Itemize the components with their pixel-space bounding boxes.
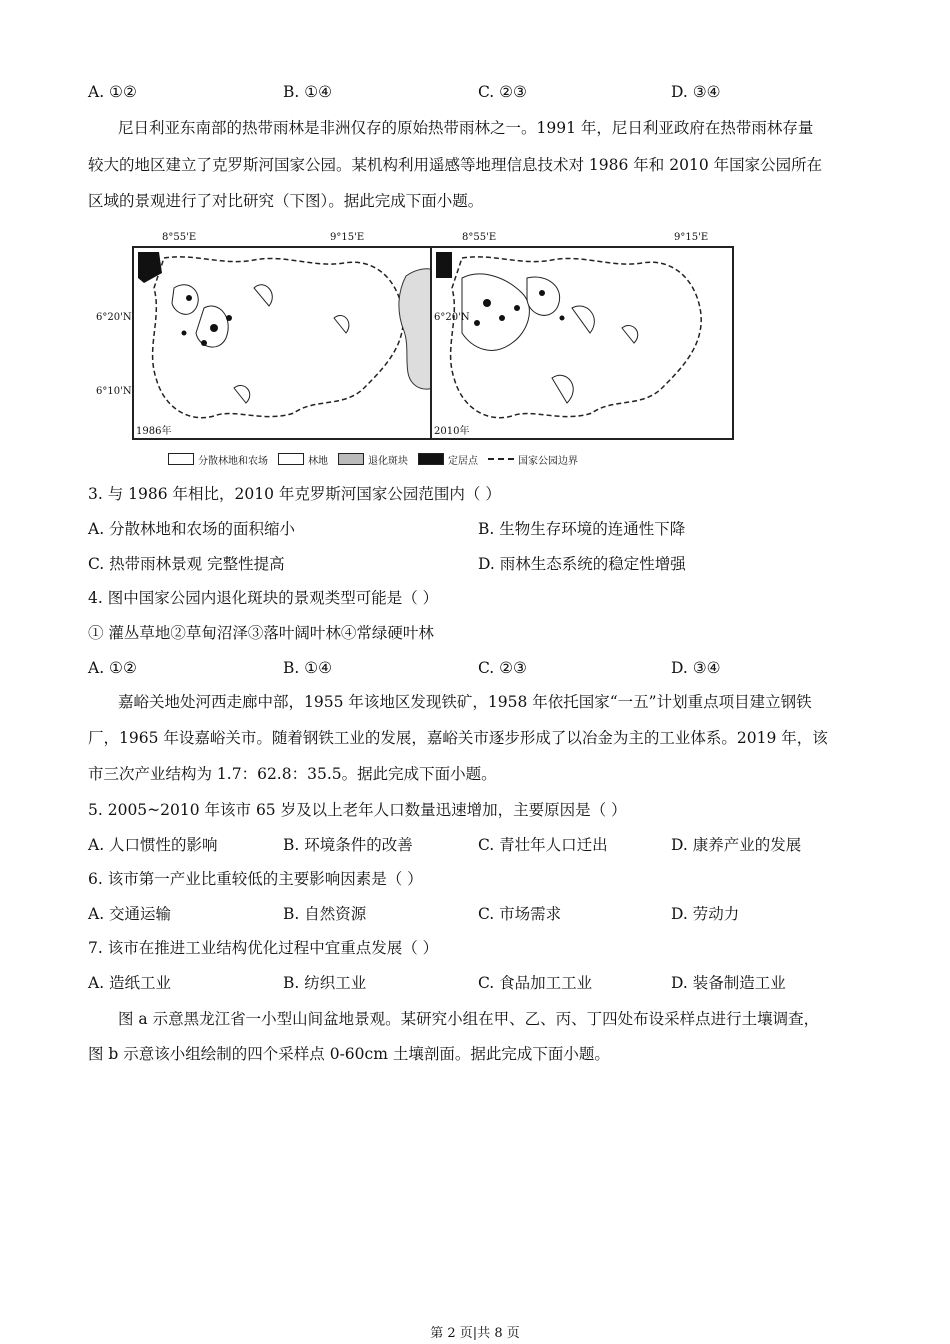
option-b: B. ①④ xyxy=(283,83,333,101)
legend-label: 退化斑块 xyxy=(368,455,408,467)
q4-stem: 4. 图中国家公园内退化斑块的景观类型可能是（ ） xyxy=(88,589,439,607)
q7-option-a: A. 造纸工业 xyxy=(88,974,172,992)
q7-option-c: C. 食品加工工业 xyxy=(478,974,593,992)
passage1-line1: 尼日利亚东南部的热带雨林是非洲仅存的原始热带雨林之一。1991 年，尼日利亚政府在热带雨林存量 xyxy=(118,119,814,137)
passage3-line2: 图 b 示意该小组绘制的四个采样点 0-60cm 土壤剖面。据此完成下面小题。 xyxy=(88,1045,610,1063)
option-d: D. ③④ xyxy=(671,83,721,101)
legend-item xyxy=(488,452,578,467)
legend-item xyxy=(338,452,408,467)
q6-stem: 6. 该市第一产业比重较低的主要影响因素是（ ） xyxy=(88,870,423,888)
q4-option-c: C. ②③ xyxy=(478,659,527,677)
q3-option-a: A. 分散林地和农场的面积缩小 xyxy=(88,520,296,538)
q3-option-c: C. 热带雨林景观 完整性提高 xyxy=(88,555,285,573)
legend-item xyxy=(278,452,328,467)
q5-option-b: B. 环境条件的改善 xyxy=(283,836,413,854)
passage3-line1: 图 a 示意黑龙江省一小型山间盆地景观。某研究小组在甲、乙、丙、丁四处布设采样点进行土壤调查， xyxy=(118,1010,820,1028)
legend-item xyxy=(418,452,478,467)
passage1-line2: 较大的地区建立了克罗斯河国家公园。某机构利用遥感等地理信息技术对 1986 年和 2010 年国家公园所在 xyxy=(88,156,823,174)
q7-option-b: B. 纺织工业 xyxy=(283,974,367,992)
q6-option-a: A. 交通运输 xyxy=(88,905,172,923)
map2-year: 2010年 xyxy=(434,426,470,437)
legend-label: 林地 xyxy=(308,455,328,467)
passage2-line2: 厂，1965 年设嘉峪关市。随着钢铁工业的发展，嘉峪关市逐步形成了以冶金为主的工业体系。2019 年，该 xyxy=(88,729,828,747)
q5-option-a: A. 人口惯性的影响 xyxy=(88,836,218,854)
q4-items: ① 灌丛草地②草甸沼泽③落叶阔叶林④常绿硬叶林 xyxy=(88,624,434,642)
q4-option-a: A. ①② xyxy=(88,659,137,677)
map-2010-drawing xyxy=(432,248,732,438)
map1-lat2: 6°10'N xyxy=(96,386,132,397)
map-legend xyxy=(168,448,578,470)
map-1986-drawing xyxy=(134,248,434,438)
q6-option-c: C. 市场需求 xyxy=(478,905,562,923)
degraded-swatch xyxy=(338,453,364,465)
option-c: C. ②③ xyxy=(478,83,527,101)
q7-option-d: D. 装备制造工业 xyxy=(671,974,786,992)
passage2-line3: 市三次产业结构为 1.7：62.8：35.5。据此完成下面小题。 xyxy=(88,765,497,783)
legend-label: 国家公园边界 xyxy=(518,455,578,467)
q6-option-b: B. 自然资源 xyxy=(283,905,367,923)
map1-lat1: 6°20'N xyxy=(96,312,132,323)
q7-stem: 7. 该市在推进工业结构优化过程中宜重点发展（ ） xyxy=(88,939,439,957)
q5-option-d: D. 康养产业的发展 xyxy=(671,836,802,854)
map2-lon1: 8°55'E xyxy=(462,232,497,243)
q3-stem: 3. 与 1986 年相比，2010 年克罗斯河国家公园范围内（ ） xyxy=(88,485,501,503)
map2-lon2: 9°15'E xyxy=(674,232,709,243)
legend-item xyxy=(168,452,268,467)
option-a: A. ①② xyxy=(88,83,137,101)
q6-option-d: D. 劳动力 xyxy=(671,905,740,923)
legend-label: 分散林地和农场 xyxy=(198,455,268,467)
scattered-forest-swatch xyxy=(168,453,194,465)
map1-lon1: 8°55'E xyxy=(162,232,197,243)
q4-option-d: D. ③④ xyxy=(671,659,721,677)
map2-lat1: 6°20'N xyxy=(434,312,470,323)
legend-label: 定居点 xyxy=(448,455,478,467)
landscape-map-figure xyxy=(96,226,738,474)
page-footer: 第 2 页|共 8 页 xyxy=(430,1326,520,1341)
map-2010 xyxy=(430,246,734,440)
q5-option-c: C. 青壮年人口迁出 xyxy=(478,836,608,854)
q5-stem: 5. 2005~2010 年该市 65 岁及以上老年人口数量迅速增加，主要原因是（ ） xyxy=(88,801,627,819)
settlement-swatch xyxy=(418,453,444,465)
passage2-line1: 嘉峪关地处河西走廊中部，1955 年该地区发现铁矿，1958 年依托国家“一五”计划重点项目建立钢铁 xyxy=(118,693,812,711)
q4-option-b: B. ①④ xyxy=(283,659,333,677)
map1-lon2: 9°15'E xyxy=(330,232,365,243)
q3-option-d: D. 雨林生态系统的稳定性增强 xyxy=(478,555,686,573)
map-1986 xyxy=(132,246,436,440)
forest-swatch xyxy=(278,453,304,465)
map1-year: 1986年 xyxy=(136,426,172,437)
passage1-line3: 区域的景观进行了对比研究（下图）。据此完成下面小题。 xyxy=(88,192,484,210)
q3-option-b: B. 生物生存环境的连通性下降 xyxy=(478,520,686,538)
boundary-line-swatch xyxy=(488,458,514,460)
